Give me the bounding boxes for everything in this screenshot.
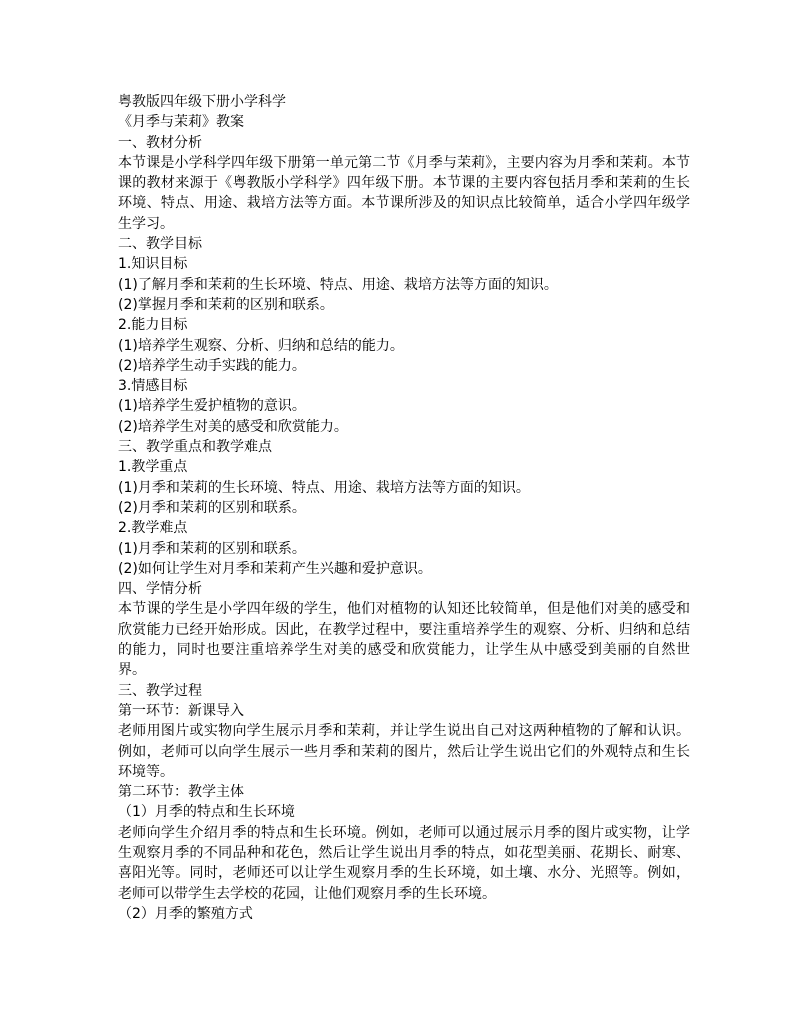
step-1-body: 老师用图片或实物向学生展示月季和茉莉，并让学生说出自己对这两种植物的了解和认识。例如，老师可以向学生展示一些月季和茉莉的图片，然后让学生说出它们的外观特点和生长环境等。 (118, 723, 690, 780)
section-4-body: 本节课的学生是小学四年级的学生，他们对植物的认知还比较简单，但是他们对美的感受和欣赏能力已经开始形成。因此，在教学过程中，要注重培养学生的观察、分析、归纳和总结的能力，同时也要注重培养学生对美的感受和欣赏能力，让学生从中感受到美丽的自然世界。 (118, 601, 690, 679)
goal-knowledge-item-1: (1)了解月季和茉莉的生长环境、特点、用途、栽培方法等方面的知识。 (118, 276, 558, 293)
key-point-item-2: (2)月季和茉莉的区别和联系。 (118, 499, 306, 516)
step-1-heading: 第一环节：新课导入 (118, 702, 244, 719)
goal-ability-item-1: (1)培养学生观察、分析、归纳和总结的能力。 (118, 337, 404, 354)
doc-title: 粤教版四年级下册小学科学 (118, 94, 286, 110)
goal-emotion: 3.情感目标 (118, 378, 188, 395)
section-heading-4: 四、学情分析 (118, 581, 202, 598)
section-heading-5: 三、教学过程 (118, 682, 202, 699)
goal-ability-item-2: (2)培养学生动手实践的能力。 (118, 357, 306, 374)
part-1-body: 老师向学生介绍月季的特点和生长环境。例如，老师可以通过展示月季的图片或实物，让学生观察月季的不同品种和花色，然后让学生说出月季的特点，如花型美丽、花期长、耐寒、喜阳光等。同时，老师还可以让学生观察月季的生长环境，如土壤、水分、光照等。例如，老师可以带学生去学校的花园，让他们观察月季的生长环境。 (118, 824, 690, 902)
key-points: 1.教学重点 (118, 459, 188, 476)
section-1-body: 本节课是小学科学四年级下册第一单元第二节《月季与茉莉》，主要内容为月季和茉莉。本节课的教材来源于《粤教版小学科学》四年级下册。本节课的主要内容包括月季和茉莉的生长环境、特点、用途、栽培方法等方面。本节课所涉及的知识点比较简单，适合小学四年级学生学习。 (118, 154, 690, 232)
difficult-point-item-1: (1)月季和茉莉的区别和联系。 (118, 540, 306, 557)
section-heading-2: 二、教学目标 (118, 236, 202, 253)
section-heading-3: 三、教学重点和教学难点 (118, 439, 272, 456)
part-1-heading: （1）月季的特点和生长环境 (118, 804, 295, 821)
goal-knowledge-item-2: (2)掌握月季和茉莉的区别和联系。 (118, 296, 334, 313)
goal-ability: 2.能力目标 (118, 317, 188, 334)
difficult-points: 2.教学难点 (118, 520, 188, 537)
document-page (118, 92, 690, 924)
doc-subtitle: 《月季与茉莉》教案 (118, 114, 244, 131)
goal-emotion-item-2: (2)培养学生对美的感受和欣赏能力。 (118, 418, 348, 435)
section-heading-1: 一、教材分析 (118, 134, 202, 151)
difficult-point-item-2: (2)如何让学生对月季和茉莉产生兴趣和爱护意识。 (118, 560, 432, 577)
part-2-heading: （2）月季的繁殖方式 (118, 905, 253, 922)
goal-emotion-item-1: (1)培养学生爱护植物的意识。 (118, 398, 306, 415)
goal-knowledge: 1.知识目标 (118, 256, 188, 273)
step-2-heading: 第二环节：教学主体 (118, 784, 244, 801)
key-point-item-1: (1)月季和茉莉的生长环境、特点、用途、栽培方法等方面的知识。 (118, 479, 530, 496)
